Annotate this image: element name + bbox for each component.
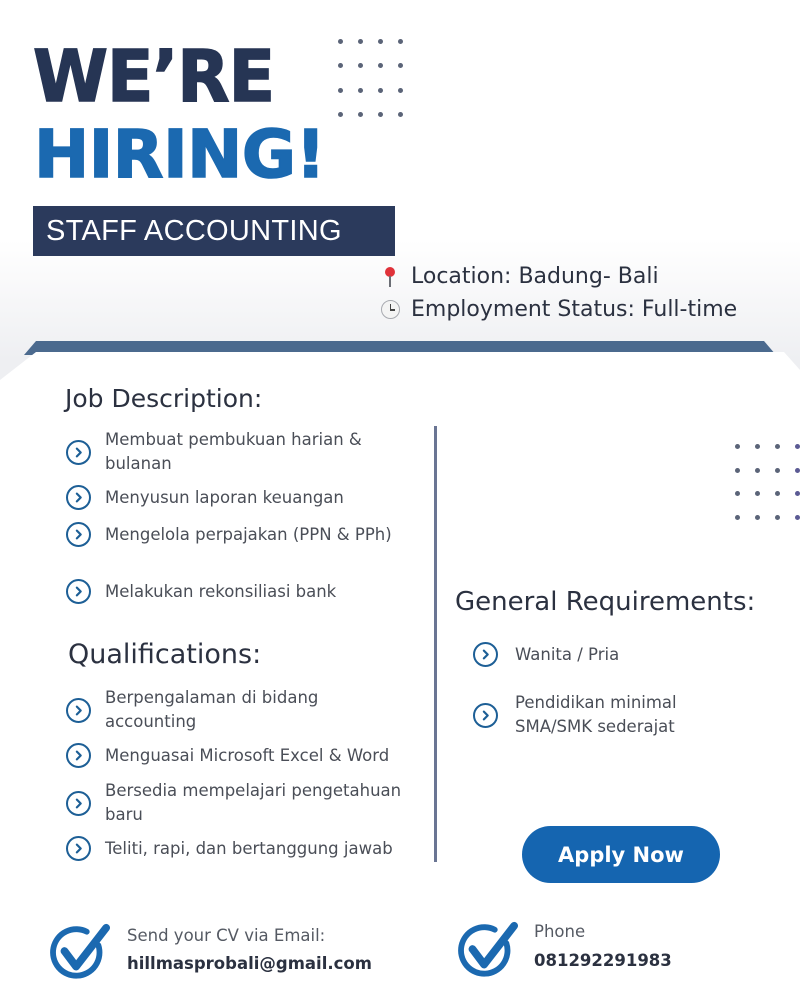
qualifications-heading: Qualifications: <box>68 639 262 670</box>
chevron-right-circle-icon <box>66 791 91 816</box>
job-description-heading: Job Description: <box>65 384 263 413</box>
position-title-box <box>33 206 395 256</box>
list-item: Bersedia mempelajari pengetahuan baru <box>66 779 430 827</box>
location-info <box>377 264 659 289</box>
chevron-right-circle-icon <box>66 522 91 547</box>
headline-were: WE’RE <box>33 36 275 119</box>
employment-status-text: Employment Status: Full-time <box>411 297 738 322</box>
clock-icon <box>377 300 403 319</box>
list-item: Teliti, rapi, dan bertanggung jawab <box>66 836 393 861</box>
email-label: Send your CV via Email: <box>127 926 326 945</box>
column-divider <box>434 426 437 862</box>
position-title: STAFF ACCOUNTING <box>46 214 342 247</box>
chevron-right-circle-icon <box>66 836 91 861</box>
list-item: Menyusun laporan keuangan <box>66 485 344 510</box>
chevron-right-circle-icon <box>66 440 91 465</box>
list-item: Berpengalaman di bidang accounting <box>66 686 365 734</box>
headline-hiring: HIRING! <box>34 116 326 193</box>
phone-label: Phone <box>534 922 586 941</box>
chevron-right-circle-icon <box>473 642 498 667</box>
location-text: Location: Badung- Bali <box>411 264 659 289</box>
general-requirements-heading: General Requirements: <box>455 587 756 617</box>
decorative-dots-top <box>338 39 418 136</box>
chevron-right-circle-icon <box>66 579 91 604</box>
list-item: Wanita / Pria <box>473 642 619 667</box>
list-item: Melakukan rekonsiliasi bank <box>66 579 336 604</box>
employment-status-info <box>377 297 737 322</box>
apply-now-button[interactable]: Apply Now <box>522 826 720 883</box>
chevron-right-circle-icon <box>66 485 91 510</box>
list-item: Pendidikan minimal SMA/SMK sederajat <box>473 691 715 739</box>
decorative-dots-right <box>735 444 800 539</box>
chevron-right-circle-icon <box>473 703 498 728</box>
list-item: Membuat pembukuan harian & bulanan <box>66 428 405 476</box>
list-item: Mengelola perpajakan (PPN & PPh) <box>66 522 395 547</box>
list-item: Menguasai Microsoft Excel & Word <box>66 743 389 768</box>
pushpin-icon <box>377 266 403 288</box>
chevron-right-circle-icon <box>66 743 91 768</box>
phone-link[interactable]: 081292291983 <box>534 951 672 970</box>
email-check-icon <box>48 922 110 988</box>
chevron-right-circle-icon <box>66 698 91 723</box>
phone-check-icon <box>456 920 518 986</box>
email-link[interactable]: hillmasprobali@gmail.com <box>127 954 372 973</box>
